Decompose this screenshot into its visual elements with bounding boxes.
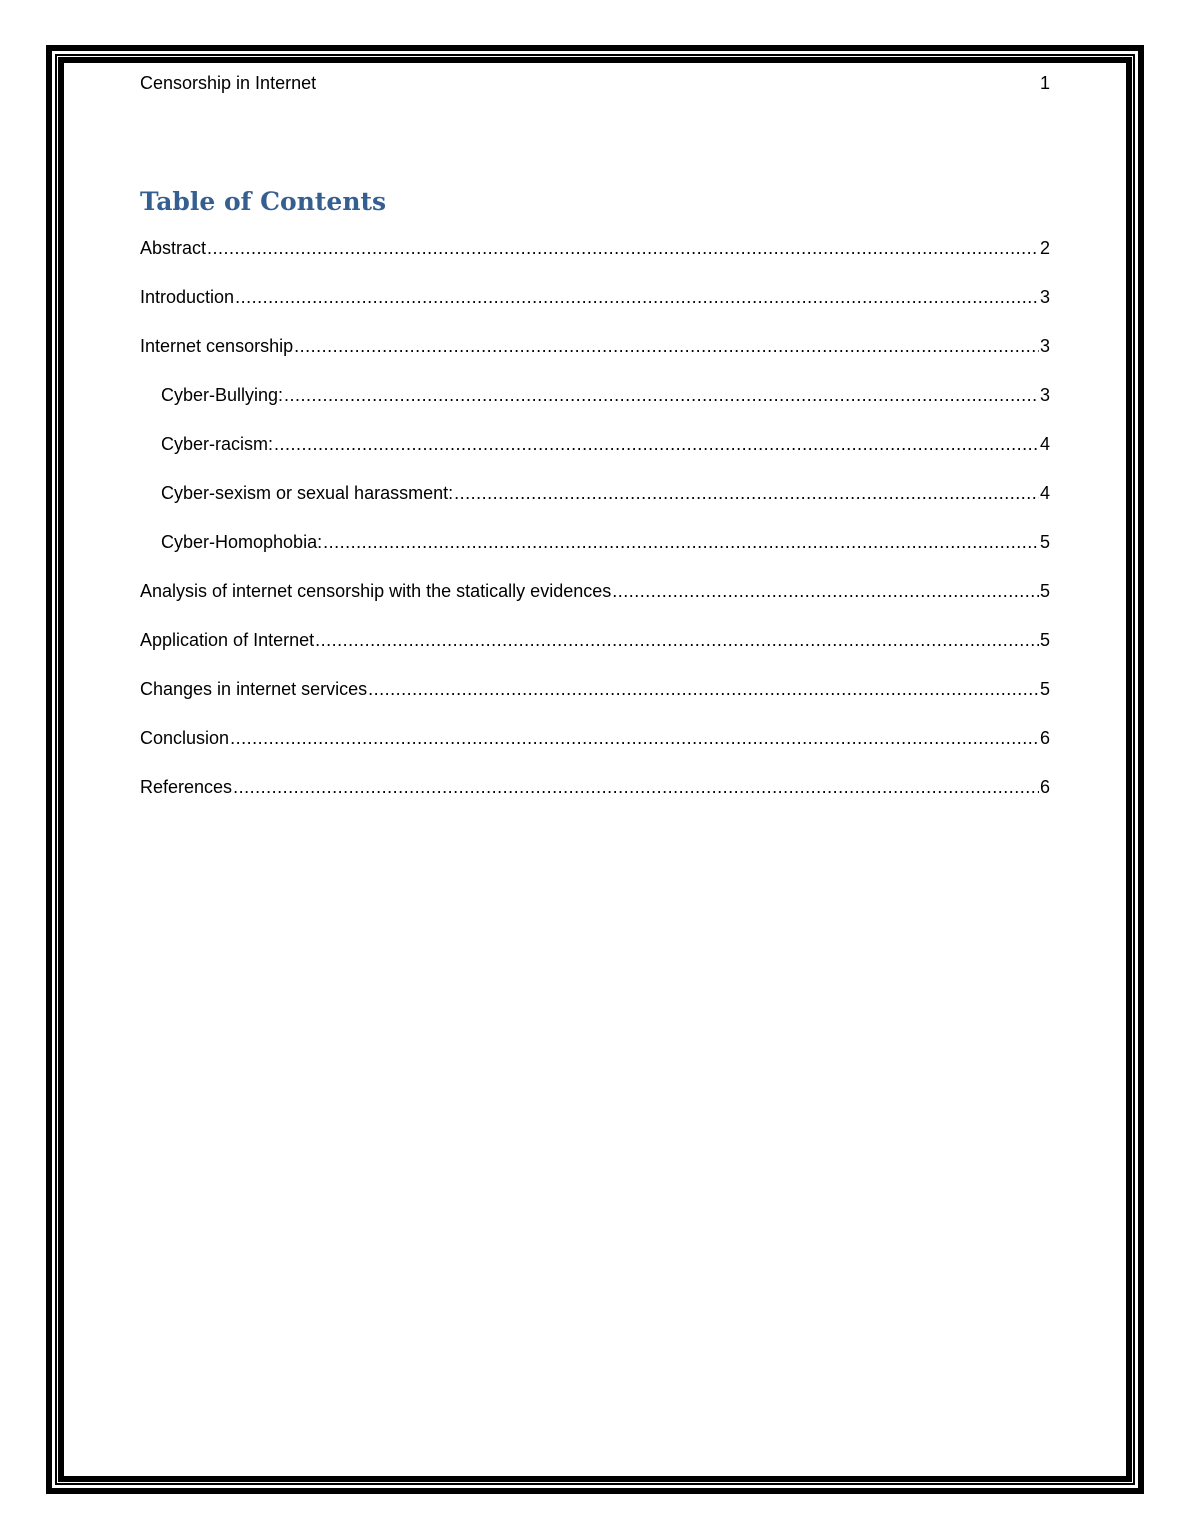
- toc-entry-label: Cyber-racism:: [161, 434, 274, 454]
- toc-entry-introduction[interactable]: [140, 286, 1050, 335]
- toc-entry-page: 4: [1039, 483, 1050, 503]
- toc-leader-dots: [284, 384, 1039, 406]
- toc-leader-dots: [274, 433, 1039, 455]
- toc-entry-page: 3: [1039, 336, 1050, 356]
- toc-entry-abstract[interactable]: [140, 237, 1050, 286]
- toc-entry-label: Introduction: [140, 287, 235, 307]
- toc-leader-dots: [294, 335, 1039, 357]
- toc-entry-page: 5: [1039, 630, 1050, 650]
- toc-leader-dots: [233, 776, 1039, 798]
- toc-entry-page: 5: [1039, 679, 1050, 699]
- toc-entry-label: References: [140, 777, 233, 797]
- toc-entry-internet-censorship[interactable]: [140, 335, 1050, 384]
- toc-entry-label: Cyber-sexism or sexual harassment:: [161, 483, 454, 503]
- toc-entry-page: 5: [1039, 532, 1050, 552]
- toc-entry-page: 3: [1039, 385, 1050, 405]
- toc-entry-application[interactable]: [140, 629, 1050, 678]
- toc-leader-dots: [454, 482, 1039, 504]
- toc-entry-references[interactable]: [140, 776, 1050, 825]
- toc-heading: Table of Contents: [140, 187, 387, 216]
- toc-entry-label: Cyber-Homophobia:: [161, 532, 323, 552]
- toc-entry-page: 6: [1039, 728, 1050, 748]
- toc-entry-page: 6: [1039, 777, 1050, 797]
- toc-leader-dots: [368, 678, 1039, 700]
- toc-entry-cyber-sexism[interactable]: [140, 482, 1050, 531]
- toc-entry-page: 5: [1039, 581, 1050, 601]
- toc-entry-page: 3: [1039, 287, 1050, 307]
- toc-entry-label: Analysis of internet censorship with the statically evidences: [140, 581, 612, 601]
- toc-entry-label: Cyber-Bullying:: [161, 385, 284, 405]
- toc-entry-cyber-racism[interactable]: [140, 433, 1050, 482]
- toc-list: [140, 237, 1050, 825]
- header-page-number: 1: [1039, 73, 1050, 93]
- toc-entry-conclusion[interactable]: [140, 727, 1050, 776]
- toc-entry-label: Abstract: [140, 238, 207, 258]
- toc-leader-dots: [323, 531, 1039, 553]
- toc-entry-label: Internet censorship: [140, 336, 294, 356]
- toc-entry-label: Changes in internet services: [140, 679, 368, 699]
- page-header: [140, 72, 1050, 94]
- toc-entry-changes[interactable]: [140, 678, 1050, 727]
- header-title: Censorship in Internet: [140, 73, 317, 93]
- toc-leader-dots: [612, 580, 1039, 602]
- toc-leader-dots: [235, 286, 1039, 308]
- toc-leader-dots: [230, 727, 1039, 749]
- toc-entry-label: Application of Internet: [140, 630, 315, 650]
- toc-entry-page: 4: [1039, 434, 1050, 454]
- toc-entry-analysis[interactable]: [140, 580, 1050, 629]
- toc-entry-cyber-bullying[interactable]: [140, 384, 1050, 433]
- toc-leader-dots: [315, 629, 1039, 651]
- toc-entry-page: 2: [1039, 238, 1050, 258]
- toc-leader-dots: [207, 237, 1039, 259]
- toc-entry-cyber-homophobia[interactable]: [140, 531, 1050, 580]
- toc-entry-label: Conclusion: [140, 728, 230, 748]
